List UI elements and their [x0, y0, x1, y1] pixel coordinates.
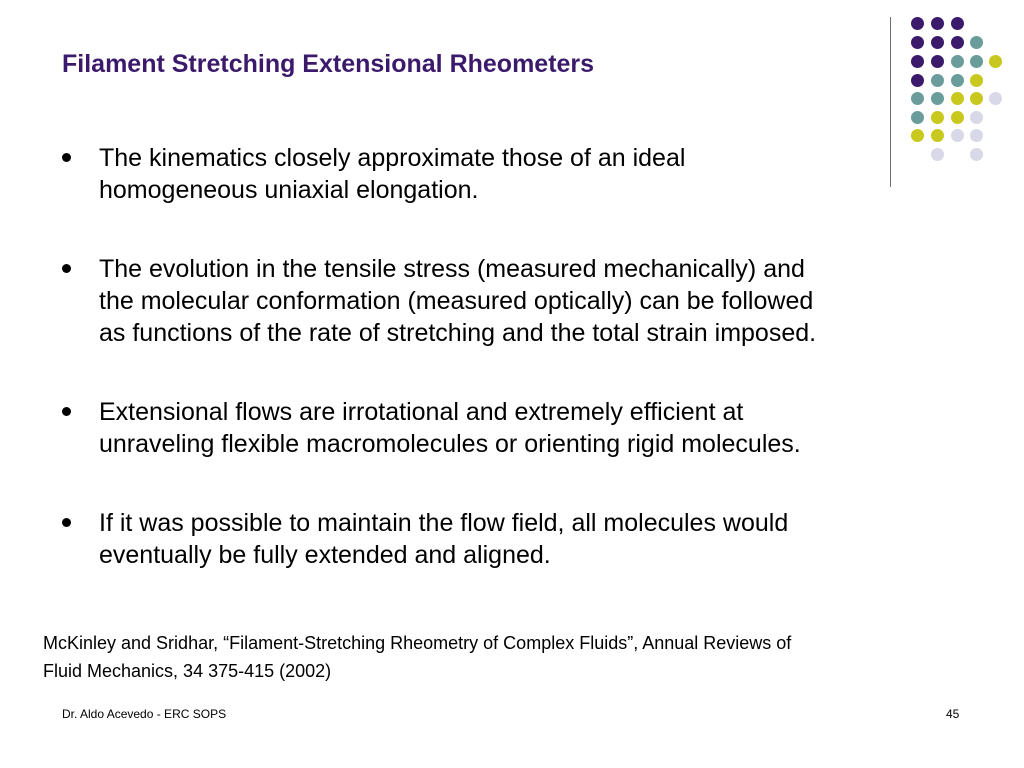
bullet-text: The evolution in the tensile stress (measured mechanically) and the molecular conformation (measured optically) can be followed as functions of the rate of stretching and the total strain imposed. — [99, 255, 817, 347]
decorative-dot — [989, 55, 1002, 68]
decorative-dot — [970, 55, 983, 68]
bullet-text: If it was possible to maintain the flow field, all molecules would eventually be fully extended and aligned. — [99, 509, 789, 569]
decorative-dot — [931, 129, 944, 142]
decorative-dot — [931, 111, 944, 124]
bullet-dot-icon — [62, 153, 71, 162]
decorative-dot — [911, 92, 924, 105]
slide-number: 45 — [946, 707, 960, 721]
decorative-dot — [951, 111, 964, 124]
decorative-dot — [989, 92, 1002, 105]
decorative-dot — [911, 55, 924, 68]
decorative-dot — [951, 55, 964, 68]
bullet-text: Extensional flows are irrotational and extremely efficient at unraveling flexible macromolecules or orienting rigid molecules. — [99, 398, 801, 458]
slide-title: Filament Stretching Extensional Rheometers — [62, 50, 595, 78]
bullet-dot-icon — [62, 407, 71, 416]
decorative-dot — [970, 36, 983, 49]
decorative-dot — [951, 129, 964, 142]
decorative-dot — [931, 36, 944, 49]
decorative-dot — [970, 92, 983, 105]
decorative-dot — [911, 17, 924, 30]
decorative-dot — [911, 129, 924, 142]
bullet-dot-icon — [62, 518, 71, 527]
decorative-dot — [970, 129, 983, 142]
decorative-dot — [911, 74, 924, 87]
decorative-dot — [931, 17, 944, 30]
decorative-dot — [951, 36, 964, 49]
bullet-dot-icon — [62, 264, 71, 273]
decorative-dot — [970, 111, 983, 124]
decorative-dot — [951, 74, 964, 87]
decorative-dot — [951, 17, 964, 30]
decorative-dot — [931, 55, 944, 68]
footer-author: Dr. Aldo Acevedo - ERC SOPS — [62, 707, 227, 721]
bullet-text: The kinematics closely approximate those of an ideal homogeneous uniaxial elongation. — [99, 144, 686, 204]
decorative-dot — [951, 92, 964, 105]
decorative-dot — [931, 92, 944, 105]
reference-citation: McKinley and Sridhar, “Filament-Stretching Rheometry of Complex Fluids”, Annual Reviews of Fluid Mechanics, 34 375-415 (2002) — [43, 633, 792, 681]
decorative-dot — [970, 74, 983, 87]
decorative-dot — [911, 111, 924, 124]
decorative-dot — [931, 74, 944, 87]
decorative-dot — [911, 36, 924, 49]
